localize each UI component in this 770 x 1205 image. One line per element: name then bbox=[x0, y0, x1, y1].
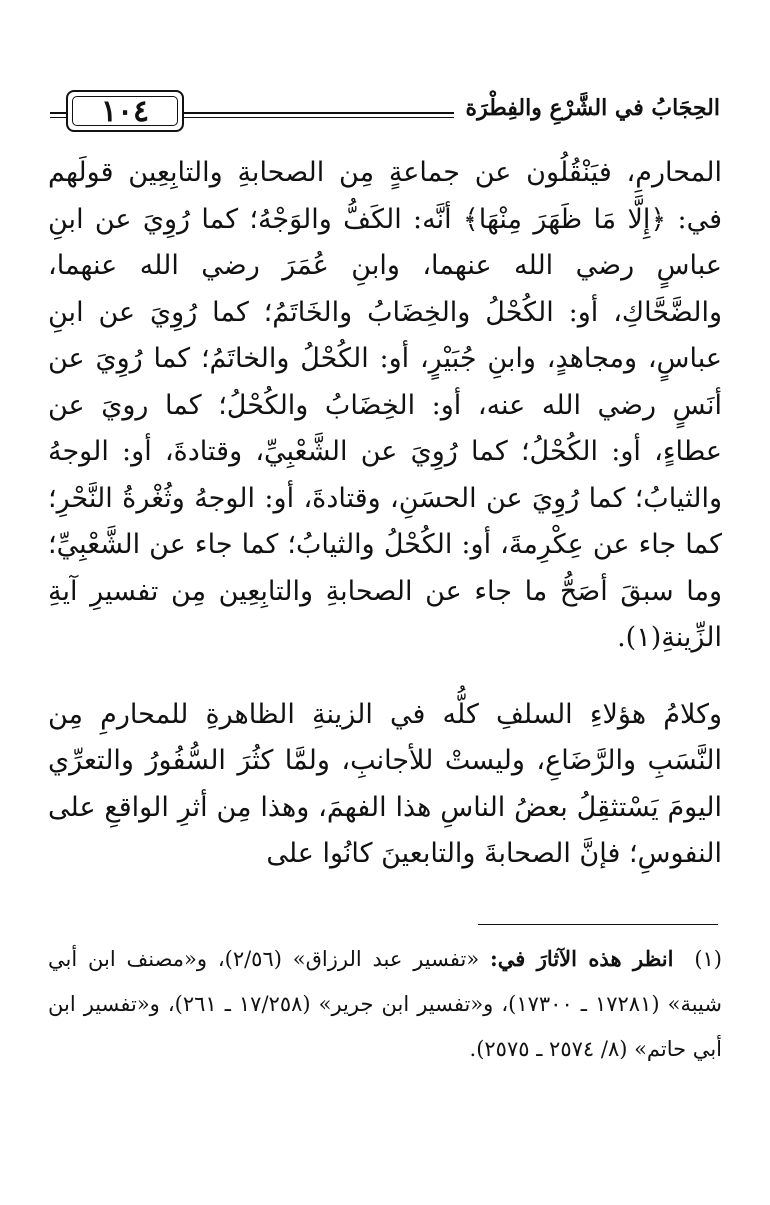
footnote bbox=[48, 936, 722, 1072]
main-text bbox=[48, 150, 722, 878]
footnote-separator bbox=[478, 924, 718, 925]
paragraph-1: المحارمِ، فيَنْقُلُون عن جماعةٍ مِن الصحابةِ والتابِعِين قولَهم في: ﴿إِلَّا مَا ظَهَرَ مِنْهَا﴾ أنَّه: الكَفُّ والوَجْهُ؛ كما رُوِيَ عن ابنِ عباسٍ رضي الله عنهما، وابنِ عُمَرَ رضي الله عنهما، والضَّحَّاكِ، أو: الكُحْلُ والخِضَابُ والخَاتَمُ؛ كما رُوِيَ عن ابنِ عباسٍ، ومجاهدٍ، وابنِ جُبَيْرٍ، أو: الكُحْلُ والخاتَمُ؛ كما رُوِيَ عن أنَسٍ رضي الله عنه، أو: الخِضَابُ والكُحْلُ؛ كما رويَ عن عطاءٍ، أو: الكُحْلُ؛ كما رُوِيَ عن الشَّعْبِيِّ، وقتادةَ، أو: الوجهُ والثيابُ؛ كما رُوِيَ عن الحسَنِ، وقتادةَ، أو: الوجهُ وثُغْرةُ النَّحْرِ؛ كما جاء عن عِكْرِمةَ، أو: الكُحْلُ والثيابُ؛ كما جاء عن الشَّعْبِيِّ؛ وما سبقَ أصَحُّ ما جاء عن الصحابةِ والتابِعِين مِن تفسيرِ آيةِ الزِّينةِ(١). bbox=[48, 157, 722, 653]
page-number bbox=[66, 90, 184, 132]
running-title: الحِجَابُ في الشَّرْعِ والفِطْرَة bbox=[454, 88, 720, 128]
page-header bbox=[50, 88, 720, 138]
footnote-text: «تفسير عبد الرزاق» (٢/٥٦)، و«مصنف ابن أبي شيبة» (١٧٢٨١ ـ ١٧٣٠٠)، و«تفسير ابن جرير» (١٧/٢٥٨ ـ ٢٦١)، و«تفسير ابن أبي حاتم» (٨/ ٢٥٧٤ ـ ٢٥٧٥). bbox=[48, 947, 722, 1061]
page-number-text: ١٠٤ bbox=[100, 93, 150, 129]
footnote-marker: (١) bbox=[694, 947, 722, 971]
footnote-lead: انظر هذه الآثارَ في: bbox=[490, 946, 674, 971]
paragraph-2: وكلامُ هؤلاءِ السلفِ كلُّه في الزينةِ الظاهرةِ للمحارمِ مِن النَّسَبِ والرَّضَاعِ، وليستْ للأجانبِ، ولمَّا كثُرَ السُّفُورُ والتعرِّي اليومَ يَسْتثقِلُ بعضُ الناسِ هذا الفهمَ، وهذا مِن أثرِ الواقعِ على النفوسِ؛ فإنَّ الصحابةَ والتابعينَ كانُوا على bbox=[48, 698, 722, 869]
